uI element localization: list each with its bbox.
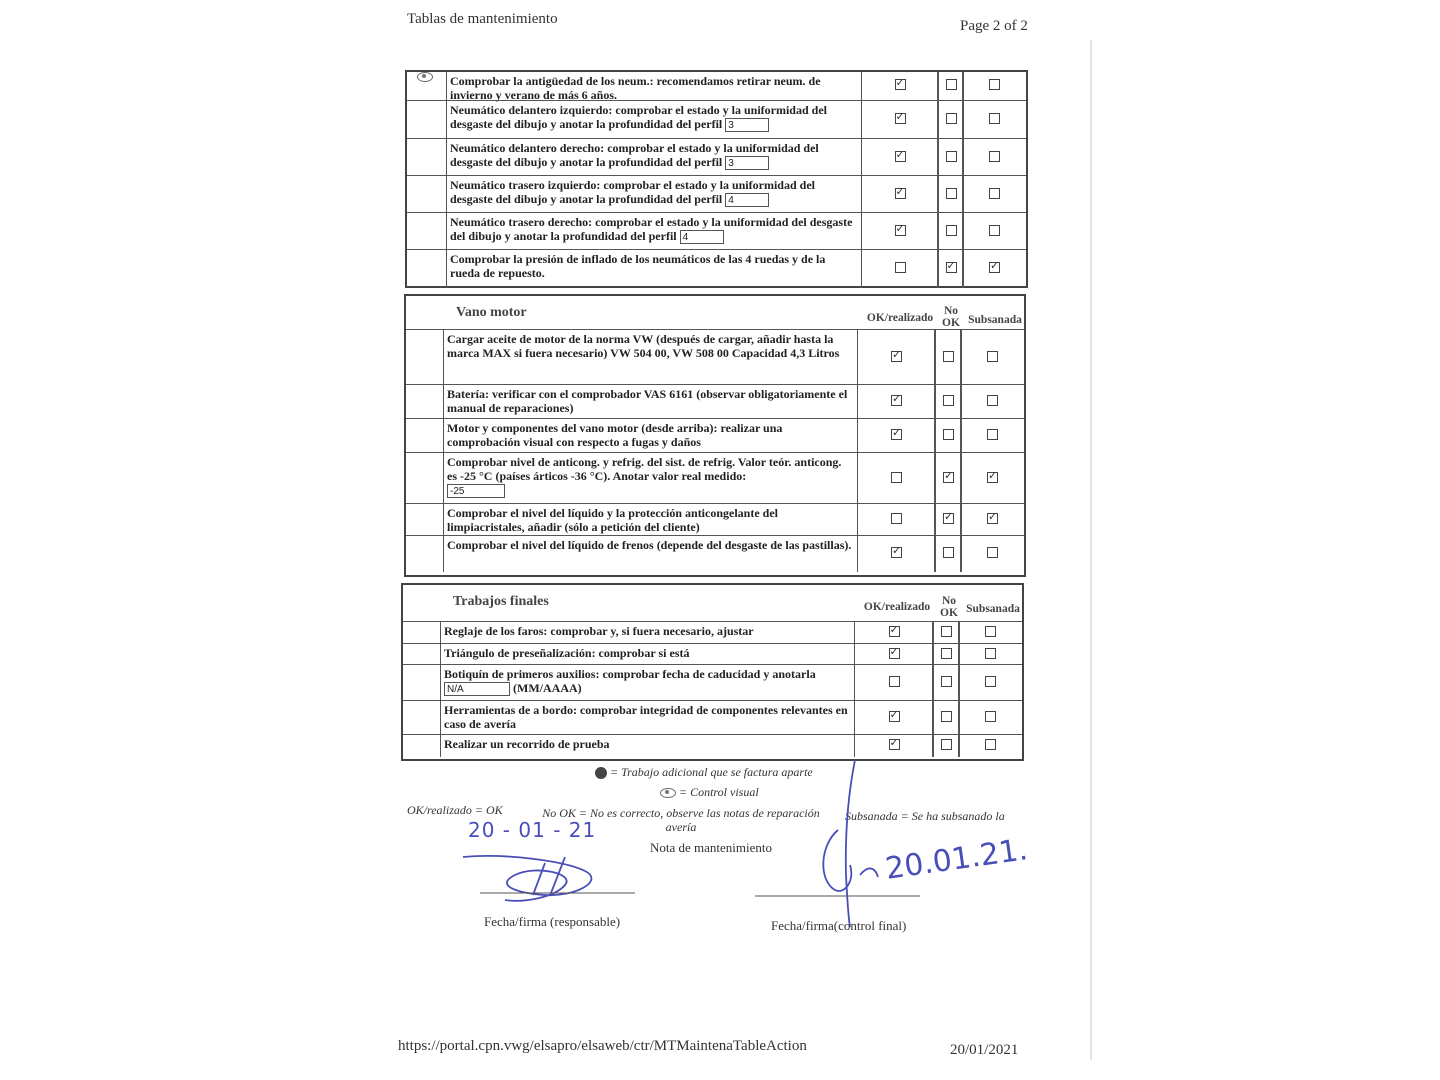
subsanada-cell bbox=[962, 419, 1024, 453]
section-title-final: Trabajos finales bbox=[453, 594, 549, 609]
ok-cell bbox=[862, 176, 939, 213]
no-ok-checkbox[interactable] bbox=[946, 113, 957, 124]
subsanada-cell bbox=[964, 213, 1026, 250]
no-ok-cell bbox=[936, 504, 962, 536]
ok-checkbox[interactable] bbox=[895, 225, 906, 236]
legend-visual bbox=[660, 785, 759, 800]
ok-checkbox[interactable] bbox=[895, 262, 906, 273]
handwritten-date-right: 20.01.21. bbox=[883, 832, 1030, 887]
ok-cell bbox=[862, 72, 939, 100]
legend-extra-text: = Trabajo adicional que se factura aparte bbox=[610, 765, 813, 779]
ok-checkbox[interactable] bbox=[891, 395, 902, 406]
ok-cell bbox=[862, 250, 939, 288]
row-description bbox=[447, 213, 862, 250]
subsanada-checkbox[interactable] bbox=[987, 429, 998, 440]
subsanada-checkbox[interactable] bbox=[985, 739, 996, 750]
subsanada-checkbox[interactable] bbox=[989, 79, 1000, 90]
ok-cell bbox=[855, 665, 934, 701]
table-row bbox=[403, 643, 1022, 665]
page-indicator: Page 2 of 2 bbox=[960, 18, 1028, 34]
subsanada-checkbox[interactable] bbox=[987, 547, 998, 558]
subsanada-checkbox[interactable] bbox=[987, 472, 998, 483]
subsanada-cell bbox=[962, 453, 1024, 504]
no-ok-cell bbox=[936, 330, 962, 385]
value-field[interactable]: N/A bbox=[444, 682, 510, 696]
maintenance-note-title: Nota de mantenimiento bbox=[650, 840, 773, 855]
col-header-subsanada: Subsanada bbox=[966, 603, 1020, 615]
eye-icon bbox=[660, 788, 676, 798]
no-ok-checkbox[interactable] bbox=[943, 472, 954, 483]
row-text: Comprobar la antigüedad de los neum.: recomendamos retirar neum. de invierno y verano de más 6 años. bbox=[450, 74, 821, 102]
row-description bbox=[441, 622, 855, 644]
ok-cell bbox=[858, 453, 936, 504]
ok-checkbox[interactable] bbox=[891, 472, 902, 483]
ok-checkbox[interactable] bbox=[891, 429, 902, 440]
no-ok-cell bbox=[939, 139, 964, 176]
subsanada-checkbox[interactable] bbox=[985, 626, 996, 637]
subsanada-cell bbox=[962, 330, 1024, 385]
subsanada-cell bbox=[964, 250, 1026, 288]
signature-responsable bbox=[455, 845, 640, 910]
subsanada-checkbox[interactable] bbox=[987, 395, 998, 406]
no-ok-cell bbox=[939, 176, 964, 213]
table-row bbox=[406, 329, 1024, 385]
subsanada-checkbox[interactable] bbox=[989, 188, 1000, 199]
table-row bbox=[406, 452, 1024, 504]
ok-checkbox[interactable] bbox=[889, 711, 900, 722]
ok-checkbox[interactable] bbox=[891, 513, 902, 524]
table-row bbox=[403, 621, 1022, 644]
ok-checkbox[interactable] bbox=[895, 188, 906, 199]
subsanada-checkbox[interactable] bbox=[989, 113, 1000, 124]
ok-cell bbox=[858, 385, 936, 419]
row-text: Comprobar el nivel del líquido y la protección anticongelante del limpiacristales, añadir (sólo a petición del cliente) bbox=[447, 506, 779, 534]
no-ok-checkbox[interactable] bbox=[946, 225, 957, 236]
no-ok-cell bbox=[939, 72, 964, 100]
ok-cell bbox=[862, 213, 939, 250]
table-row bbox=[406, 384, 1024, 419]
subsanada-cell bbox=[962, 536, 1024, 572]
no-ok-checkbox[interactable] bbox=[943, 429, 954, 440]
no-ok-checkbox[interactable] bbox=[943, 547, 954, 558]
row-text: Neumático trasero izquierdo: comprobar el estado y la uniformidad del desgaste del dibujo y anotar la profundidad del perfil bbox=[450, 178, 815, 206]
col-header-no-ok: No OK bbox=[940, 595, 958, 619]
ok-checkbox[interactable] bbox=[895, 151, 906, 162]
document-title: Tablas de mantenimiento bbox=[407, 11, 558, 27]
subsanada-cell bbox=[964, 101, 1026, 139]
row-description bbox=[441, 665, 855, 701]
subsanada-checkbox[interactable] bbox=[989, 225, 1000, 236]
ok-cell bbox=[858, 504, 936, 536]
row-text: Neumático delantero derecho: comprobar el estado y la uniformidad del desgaste del dibujo y anotar la profundidad del perfil bbox=[450, 141, 819, 169]
table-row bbox=[403, 734, 1022, 757]
row-marker-cell bbox=[407, 72, 447, 100]
no-ok-checkbox[interactable] bbox=[946, 79, 957, 90]
value-field[interactable]: 4 bbox=[725, 193, 769, 207]
eye-icon bbox=[417, 72, 433, 82]
ok-cell bbox=[858, 330, 936, 385]
row-description bbox=[444, 504, 858, 536]
handwritten-date-left: 20 - 01 - 21 bbox=[468, 818, 597, 842]
no-ok-checkbox[interactable] bbox=[946, 151, 957, 162]
subsanada-checkbox[interactable] bbox=[989, 151, 1000, 162]
no-ok-cell bbox=[934, 644, 960, 665]
row-marker-cell bbox=[403, 665, 441, 701]
row-text: Comprobar la presión de inflado de los neumáticos de las 4 ruedas y de la rueda de repuesto. bbox=[450, 252, 826, 280]
no-ok-checkbox[interactable] bbox=[943, 513, 954, 524]
col-header-no-ok: No OK bbox=[942, 305, 960, 329]
row-marker-cell bbox=[407, 250, 447, 288]
row-marker-cell bbox=[403, 622, 441, 644]
ok-cell bbox=[855, 644, 934, 665]
tires-table bbox=[405, 70, 1028, 288]
row-text: Batería: verificar con el comprobador VAS 6161 (observar obligatoriamente el manual de reparaciones) bbox=[447, 387, 848, 415]
subsanada-cell bbox=[962, 385, 1024, 419]
row-marker-cell bbox=[406, 536, 444, 572]
row-text: Reglaje de los faros: comprobar y, si fuera necesario, ajustar bbox=[444, 624, 754, 638]
row-marker-cell bbox=[406, 504, 444, 536]
subsanada-cell bbox=[964, 139, 1026, 176]
ok-checkbox[interactable] bbox=[889, 676, 900, 687]
row-text: Herramientas de a bordo: comprobar integridad de componentes relevantes en caso de avería bbox=[444, 703, 848, 731]
no-ok-checkbox[interactable] bbox=[943, 351, 954, 362]
row-description bbox=[444, 419, 858, 453]
no-ok-cell bbox=[939, 250, 964, 288]
engine-table bbox=[404, 294, 1026, 577]
row-marker-cell bbox=[403, 701, 441, 735]
footer-date: 20/01/2021 bbox=[950, 1042, 1019, 1058]
table-row bbox=[407, 175, 1026, 213]
row-text: Triángulo de preseñalización: comprobar si está bbox=[444, 646, 690, 660]
row-description bbox=[447, 176, 862, 213]
ok-checkbox[interactable] bbox=[895, 79, 906, 90]
row-description bbox=[441, 701, 855, 735]
row-description bbox=[447, 101, 862, 139]
row-marker-cell bbox=[407, 213, 447, 250]
section-title-engine: Vano motor bbox=[456, 305, 527, 320]
footer-url: https://portal.cpn.vwg/elsapro/elsaweb/ctr/MTMaintenaTableAction bbox=[398, 1038, 807, 1054]
row-description bbox=[444, 385, 858, 419]
row-text: Comprobar el nivel del líquido de frenos (depende del desgaste de las pastillas). bbox=[447, 538, 852, 552]
table-row bbox=[407, 100, 1026, 139]
ok-cell bbox=[855, 735, 934, 757]
col-header-subsanada: Subsanada bbox=[968, 314, 1022, 326]
subsanada-cell bbox=[964, 176, 1026, 213]
no-ok-cell bbox=[934, 735, 960, 757]
ok-checkbox[interactable] bbox=[889, 626, 900, 637]
no-ok-checkbox[interactable] bbox=[943, 395, 954, 406]
no-ok-cell bbox=[936, 453, 962, 504]
ok-checkbox[interactable] bbox=[891, 351, 902, 362]
row-text: Realizar un recorrido de prueba bbox=[444, 737, 610, 751]
row-marker-cell bbox=[406, 330, 444, 385]
no-ok-cell bbox=[934, 665, 960, 701]
signature-label-control-final: Fecha/firma(control final) bbox=[771, 918, 907, 933]
subsanada-checkbox[interactable] bbox=[985, 676, 996, 687]
no-ok-cell bbox=[934, 622, 960, 644]
subsanada-cell bbox=[962, 504, 1024, 536]
table-row bbox=[407, 212, 1026, 250]
no-ok-checkbox[interactable] bbox=[946, 262, 957, 273]
subsanada-checkbox[interactable] bbox=[985, 648, 996, 659]
subsanada-checkbox[interactable] bbox=[987, 351, 998, 362]
ok-checkbox[interactable] bbox=[895, 113, 906, 124]
row-description bbox=[447, 72, 862, 100]
no-ok-checkbox[interactable] bbox=[941, 648, 952, 659]
table-row bbox=[407, 249, 1026, 288]
ok-checkbox[interactable] bbox=[889, 739, 900, 750]
ok-cell bbox=[855, 701, 934, 735]
row-description bbox=[447, 139, 862, 176]
subsanada-checkbox[interactable] bbox=[985, 711, 996, 722]
ok-cell bbox=[858, 419, 936, 453]
row-marker-cell bbox=[406, 419, 444, 453]
row-text: Neumático trasero derecho: comprobar el estado y la uniformidad del desgaste del dibujo y anotar la profundidad del perfil bbox=[450, 215, 853, 243]
subsanada-cell bbox=[960, 735, 1022, 757]
row-marker-cell bbox=[403, 644, 441, 665]
subsanada-cell bbox=[960, 665, 1022, 701]
subsanada-checkbox[interactable] bbox=[989, 262, 1000, 273]
value-field[interactable]: 3 bbox=[725, 118, 769, 132]
row-marker-cell bbox=[407, 176, 447, 213]
subsanada-cell bbox=[964, 72, 1026, 100]
row-marker-cell bbox=[406, 453, 444, 504]
table-row bbox=[406, 535, 1024, 572]
ok-cell bbox=[858, 536, 936, 572]
row-text: Cargar aceite de motor de la norma VW (después de cargar, añadir hasta la marca MAX si fuera necesario) VW 504 00, VW 508 00 Capacidad 4,3 Litros bbox=[447, 332, 840, 360]
no-ok-cell bbox=[936, 536, 962, 572]
subsanada-cell bbox=[960, 644, 1022, 665]
signature-control-final bbox=[750, 755, 930, 930]
legend-subsanada: Subsanada = Se ha subsanado la bbox=[845, 809, 1005, 823]
legend-ok: OK/realizado = OK bbox=[407, 803, 503, 817]
ok-cell bbox=[862, 139, 939, 176]
no-ok-checkbox[interactable] bbox=[946, 188, 957, 199]
row-text: Motor y componentes del vano motor (desde arriba): realizar una comprobación visual con respecto a fugas y daños bbox=[447, 421, 783, 449]
row-description bbox=[441, 644, 855, 665]
no-ok-cell bbox=[936, 419, 962, 453]
final-works-table bbox=[401, 583, 1024, 761]
signature-label-responsable: Fecha/firma (responsable) bbox=[484, 914, 621, 929]
no-ok-checkbox[interactable] bbox=[941, 739, 952, 750]
no-ok-checkbox[interactable] bbox=[941, 676, 952, 687]
value-field[interactable]: 4 bbox=[680, 230, 724, 244]
row-description bbox=[444, 453, 858, 504]
no-ok-cell bbox=[936, 385, 962, 419]
legend-visual-text: = Control visual bbox=[679, 785, 759, 799]
subsanada-cell bbox=[960, 701, 1022, 735]
table-row bbox=[403, 700, 1022, 735]
no-ok-cell bbox=[934, 701, 960, 735]
row-text: Botiquín de primeros auxilios: comprobar fecha de caducidad y anotarla bbox=[444, 667, 816, 681]
col-header-ok: OK/realizado bbox=[866, 312, 934, 324]
table-row bbox=[403, 664, 1022, 701]
table-row bbox=[406, 503, 1024, 536]
no-ok-cell bbox=[939, 101, 964, 139]
ok-cell bbox=[862, 101, 939, 139]
ok-checkbox[interactable] bbox=[889, 648, 900, 659]
col-header-ok: OK/realizado bbox=[863, 601, 931, 613]
no-ok-checkbox[interactable] bbox=[941, 711, 952, 722]
subsanada-checkbox[interactable] bbox=[987, 513, 998, 524]
dot-icon bbox=[595, 767, 607, 779]
value-field[interactable]: -25 bbox=[447, 484, 505, 498]
value-suffix: (MM/AAAA) bbox=[510, 681, 582, 695]
no-ok-cell bbox=[939, 213, 964, 250]
scan-edge bbox=[1090, 40, 1092, 1060]
row-description bbox=[444, 330, 858, 385]
row-marker-cell bbox=[407, 101, 447, 139]
no-ok-checkbox[interactable] bbox=[941, 626, 952, 637]
ok-checkbox[interactable] bbox=[891, 547, 902, 558]
row-marker-cell bbox=[406, 385, 444, 419]
row-marker-cell bbox=[407, 139, 447, 176]
row-description bbox=[447, 250, 862, 288]
subsanada-cell bbox=[960, 622, 1022, 644]
ok-cell bbox=[855, 622, 934, 644]
row-marker-cell bbox=[403, 735, 441, 757]
table-row bbox=[407, 72, 1026, 100]
legend-no-ok: No OK = No es correcto, observe las notas de reparación avería bbox=[542, 806, 820, 834]
value-field[interactable]: 3 bbox=[725, 156, 769, 170]
row-description bbox=[441, 735, 855, 757]
row-description bbox=[444, 536, 858, 572]
table-row bbox=[407, 138, 1026, 176]
table-row bbox=[406, 418, 1024, 453]
row-text: Neumático delantero izquierdo: comprobar el estado y la uniformidad del desgaste del dibujo y anotar la profundidad del perfil bbox=[450, 103, 827, 131]
row-text: Comprobar nivel de anticong. y refrig. del sist. de refrig. Valor teór. anticong. es -25 °C (países árticos -36 °C). Anotar valor real medido: bbox=[447, 455, 842, 483]
